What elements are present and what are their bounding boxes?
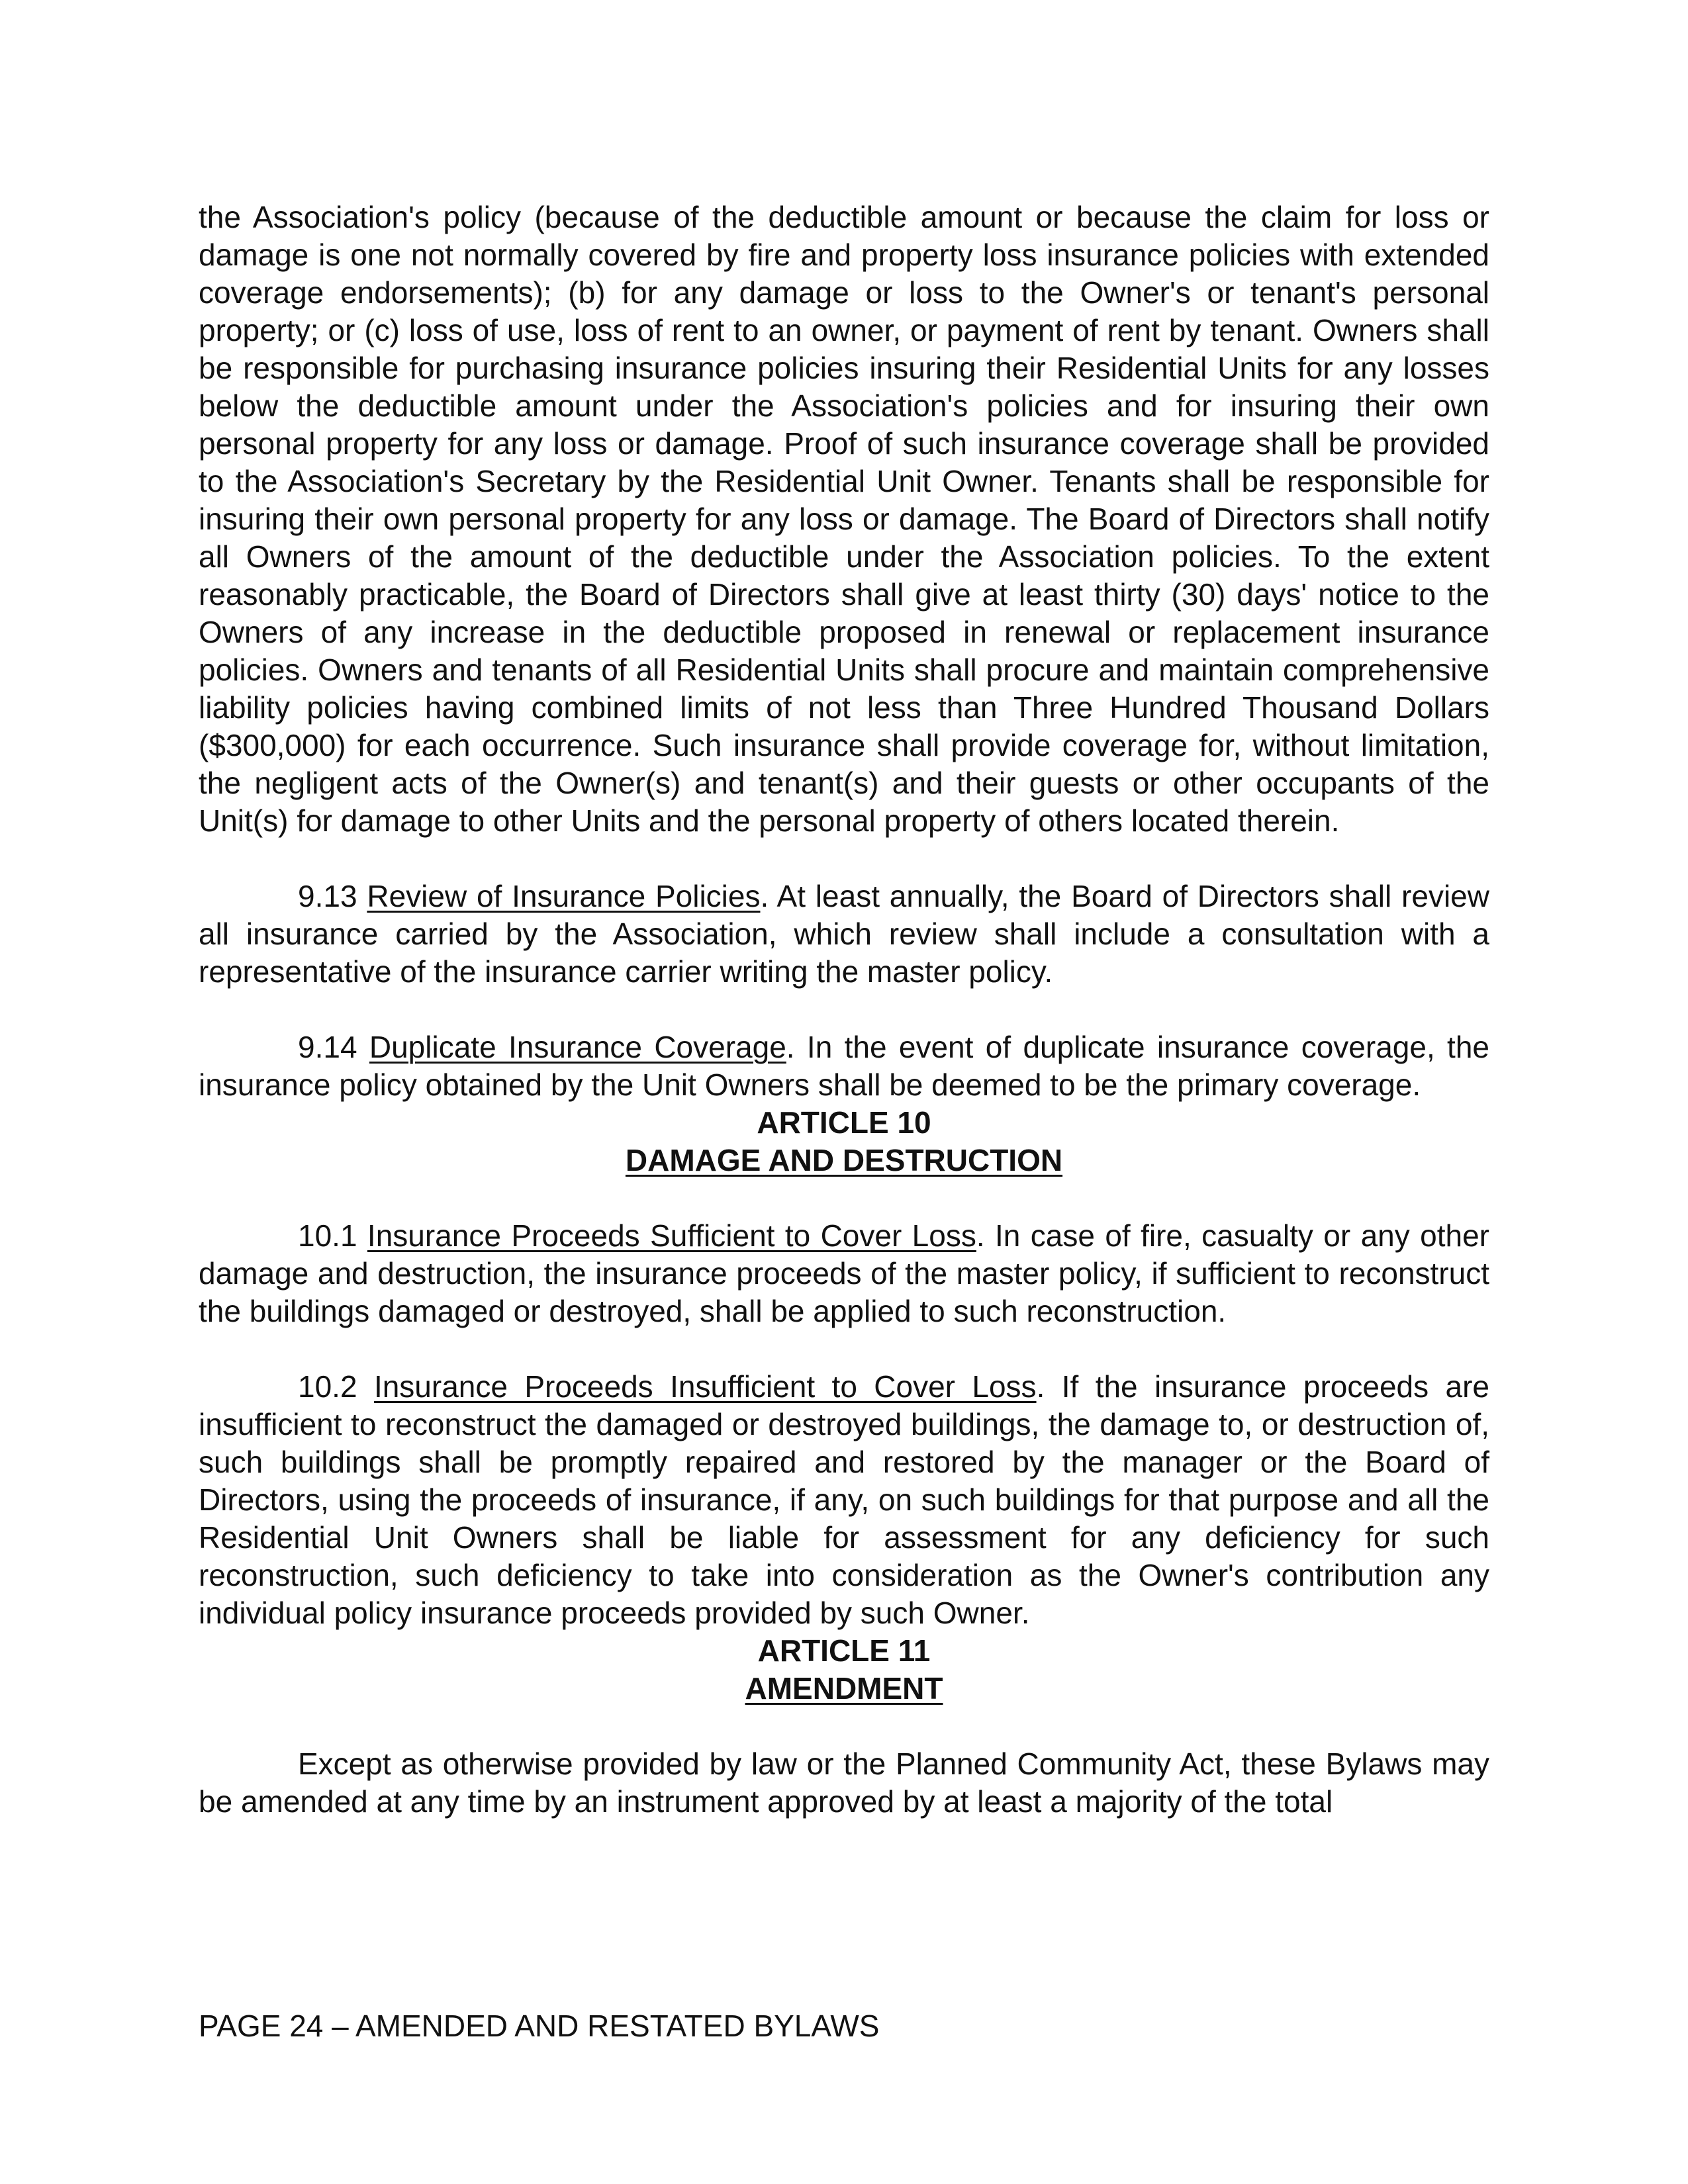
document-page [199,199,1489,1821]
article-11-title [199,1670,1489,1707]
section-number: 9.13 [298,879,367,913]
page-footer: PAGE 24 – AMENDED AND RESTATED BYLAWS [199,2009,880,2043]
section-number: 10.1 [298,1218,367,1253]
article-10-title-text: DAMAGE AND DESTRUCTION [625,1143,1063,1177]
article-10-label: ARTICLE 10 [757,1105,931,1140]
section-title: Insurance Proceeds Sufficient to Cover Loss [367,1218,976,1253]
section-9-13 [199,878,1489,991]
section-title: Duplicate Insurance Coverage [369,1030,786,1064]
article-11-label: ARTICLE 11 [757,1633,931,1668]
article-10-title [199,1142,1489,1179]
section-title: Insurance Proceeds Insufficient to Cover Loss [373,1369,1037,1404]
amendment-paragraph: Except as otherwise provided by law or the Planned Community Act, these Bylaws may be amended at any time by an instrument approved by at least a majority of the total [199,1747,1489,1819]
section-number: 10.2 [298,1369,374,1404]
section-10-1 [199,1217,1489,1330]
section-number: 9.14 [298,1030,369,1064]
continuation-paragraph: the Association's policy (because of the deductible amount or because the claim for loss or damage is one not normally covered by fire and property loss insurance policies with extended coverage endorsements); (b) for any damage or loss to the Owner's or tenant's personal property; or (c) loss of use, loss of rent to an owner, or payment of rent by tenant. Owners shall be responsible for purchasing insurance policies insuring their Residential Units for any losses below the deductible amount under the Association's policies and for insuring their own personal property for any loss or damage. Proof of such insurance coverage shall be provided to the Association's Secretary by the Residential Unit Owner. Tenants shall be responsible for insuring their own personal property for any loss or damage. The Board of Directors shall notify all Owners of the amount of the deductible under the Association policies. To the extent reasonably practicable, the Board of Directors shall give at least thirty (30) days' notice to the Owners of any increase in the deductible proposed in renewal or replacement insurance policies. Owners and tenants of all Residential Units shall procure and maintain comprehensive liability policies having combined limits of not less than Three Hundred Thousand Dollars ($300,000) for each occurrence. Such insurance shall provide coverage for, without limitation, the negligent acts of the Owner(s) and tenant(s) and their guests or other occupants of the Unit(s) for damage to other Units and the personal property of others located therein. [199,200,1489,838]
section-body: . In the event of duplicate insurance coverage, the insurance policy obtained by the Unit Owners shall be deemed to be the primary coverage. [199,1030,1490,1102]
article-11-title-text: AMENDMENT [745,1671,943,1706]
section-body: . If the insurance proceeds are insufficient to reconstruct the damaged or destroyed buildings, the damage to, or destruction of, such buildings shall be promptly repaired and restored by the manager or the Board of Directors, using the proceeds of insurance, if any, on such buildings for that purpose and all the Residential Unit Owners shall be liable for assessment for any deficiency for such reconstruction, such deficiency to take into consideration as the Owner's contribution any individual policy insurance proceeds provided by such Owner. [199,1369,1490,1630]
section-title: Review of Insurance Policies [367,879,761,913]
section-body: . In case of fire, casualty or any other damage and destruction, the insurance proceeds of the master policy, if sufficient to reconstruct the buildings damaged or destroyed, shall be applied to such reconstruction. [199,1218,1489,1328]
section-body: . At least annually, the Board of Directors shall review all insurance carried by the Association, which review shall include a consultation with a representative of the insurance carrier writing the master policy. [199,879,1489,989]
section-10-2 [199,1368,1489,1632]
section-9-14 [199,1028,1489,1104]
